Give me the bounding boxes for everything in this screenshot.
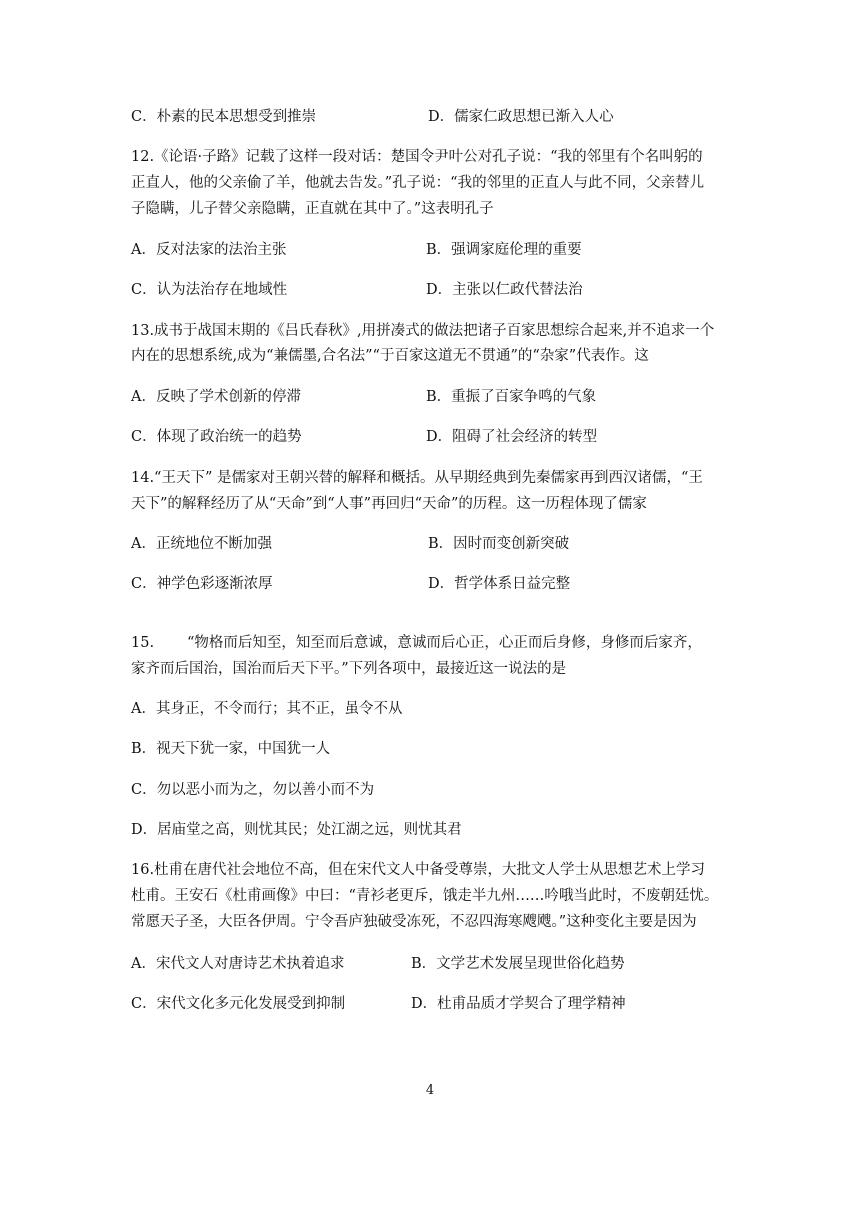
q16-stem-line-2: 杜甫。王安石《杜甫画像》中曰：“青衫老更斥，饿走半九州……吟哦当此时，不废朝廷忧。 xyxy=(131,888,719,904)
q13-option-a: A．反映了学术创新的停滞 xyxy=(131,389,301,405)
q13-option-c: C．体现了政治统一的趋势 xyxy=(131,429,302,445)
q12-option-b: B．强调家庭伦理的重要 xyxy=(426,242,582,258)
q13-option-b: B．重振了百家争鸣的气象 xyxy=(426,389,597,405)
q15-option-b: B．视天下犹一家，中国犹一人 xyxy=(131,741,331,757)
q13-stem-line-2: 内在的思想系统,成为“兼儒墨,合名法”“于百家这道无不贯通”的“杂家”代表作。这 xyxy=(131,348,649,364)
q14-stem-line-1: 14.“王天下” 是儒家对王朝兴替的解释和概括。从早期经典到先秦儒家再到西汉诸儒，“王 xyxy=(131,470,703,486)
page-number: 4 xyxy=(425,1083,435,1098)
q16-option-b: B．文学艺术发展呈现世俗化趋势 xyxy=(411,956,625,972)
q16-option-d: D．杜甫品质才学契合了理学精神 xyxy=(411,996,626,1012)
q13-option-d: D．阻碍了社会经济的转型 xyxy=(426,429,598,445)
q11-option-d: D．儒家仁政思想已渐入人心 xyxy=(428,109,614,125)
q14-stem-line-2: 天下”的解释经历了从“天命”到“人事”再回归“天命”的历程。这一历程体现了儒家 xyxy=(131,496,647,512)
q12-stem-line-1: 12.《论语·子路》记载了这样一段对话：楚国令尹叶公对孔子说：“我的邻里有个名叫躬的 xyxy=(131,149,703,165)
q15-stem-line-2: 家齐而后国治，国治而后天下平。”下列各项中，最接近这一说法的是 xyxy=(131,661,567,677)
q15-option-c: C．勿以恶小而为之，勿以善小而不为 xyxy=(131,782,375,798)
q14-option-b: B．因时而变创新突破 xyxy=(428,536,570,552)
q15-number: 15. xyxy=(131,635,155,651)
q12-stem-line-3: 子隐瞒，儿子替父亲隐瞒，正直就在其中了。”这表明孔子 xyxy=(131,201,494,217)
q14-option-d: D．哲学体系日益完整 xyxy=(428,576,571,592)
q16-option-c: C．宋代文化多元化发展受到抑制 xyxy=(131,996,346,1012)
q12-option-d: D．主张以仁政代替法治 xyxy=(426,282,583,298)
q12-option-a: A．反对法家的法治主张 xyxy=(131,242,287,258)
q13-stem-line-1: 13.成书于战国末期的《吕氏春秋》,用拼凑式的做法把诸子百家思想综合起来,并不追求一个 xyxy=(131,323,715,339)
q16-stem-line-3: 常愿天子圣，大臣各伊周。宁令吾庐独破受冻死，不忍四海寒飕飕。”这种变化主要是因为 xyxy=(131,914,697,930)
q15-stem-line-1: “物格而后知至，知至而后意诚，意诚而后心正，心正而后身修，身修而后家齐， xyxy=(187,635,702,651)
q12-stem-line-2: 正直人，他的父亲偷了羊，他就去告发。”孔子说：“我的邻里的正直人与此不同，父亲替儿 xyxy=(131,175,705,191)
q16-stem-line-1: 16.杜甫在唐代社会地位不高，但在宋代文人中备受尊崇，大批文人学士从思想艺术上学习 xyxy=(131,862,706,878)
q15-option-d: D．居庙堂之高，则忧其民；处江湖之远，则忧其君 xyxy=(131,822,462,838)
q11-option-c: C．朴素的民本思想受到推崇 xyxy=(131,109,317,125)
q15-option-a: A．其身正，不令而行；其不正，虽令不从 xyxy=(131,701,403,717)
q16-option-a: A．宋代文人对唐诗艺术执着追求 xyxy=(131,956,345,972)
q14-option-c: C．神学色彩逐渐浓厚 xyxy=(131,576,273,592)
q14-option-a: A．正统地位不断加强 xyxy=(131,536,272,552)
q12-option-c: C．认为法治存在地域性 xyxy=(131,282,288,298)
